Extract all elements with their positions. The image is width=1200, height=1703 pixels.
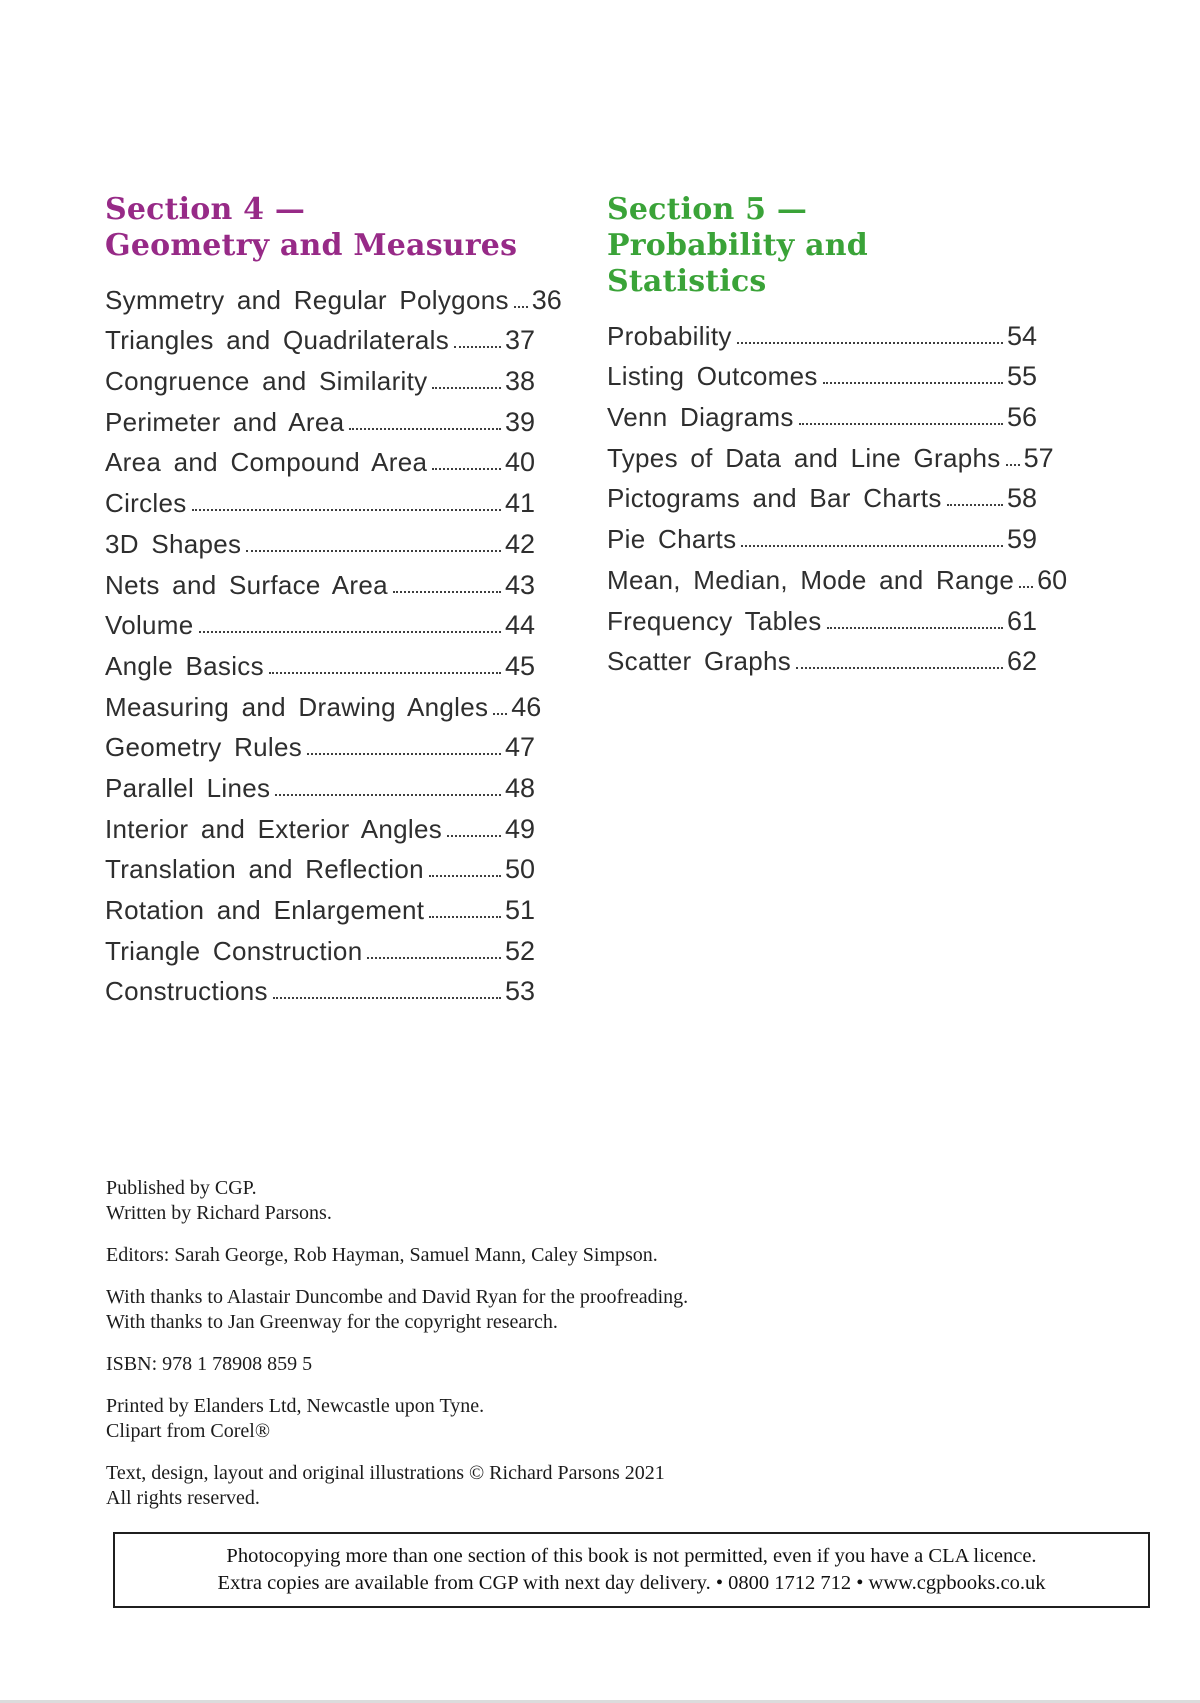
- colophon-line: Clipart from Corel®: [106, 1420, 271, 1442]
- toc-entry: [105, 397, 535, 438]
- toc-entry-page-number: 53: [504, 976, 535, 1007]
- toc-entry: [105, 641, 535, 682]
- section-5-heading-line2: Probability and Statistics: [607, 228, 868, 299]
- colophon-paragraph: [106, 1176, 866, 1226]
- section-4-heading: [105, 192, 535, 264]
- toc-column-section-4: [105, 192, 562, 1007]
- toc-entry-title: Nets and Surface Area: [105, 569, 388, 600]
- table-of-contents: [105, 192, 1068, 1007]
- toc-entry-title: Volume: [105, 610, 194, 641]
- toc-entry-title: Scatter Graphs: [607, 646, 792, 677]
- photocopy-notice-box: [113, 1532, 1150, 1608]
- toc-entry: [607, 352, 1037, 393]
- dot-leader: [947, 504, 1003, 506]
- toc-entry-page-number: 51: [504, 895, 535, 925]
- toc-entry-title: Venn Diagrams: [607, 402, 794, 433]
- colophon-paragraph: [106, 1461, 866, 1511]
- dot-leader: [429, 875, 501, 877]
- dot-leader: [429, 916, 501, 918]
- toc-entry-title: Mean, Median, Mode and Range: [607, 564, 1015, 595]
- toc-entry-page-number: 55: [1006, 361, 1037, 392]
- toc-entry: [105, 763, 535, 804]
- section-5-heading-line1: Section 5 —: [607, 192, 808, 227]
- dot-leader: [269, 672, 501, 674]
- toc-entry-title: Circles: [105, 488, 187, 519]
- colophon-paragraph: [106, 1352, 866, 1377]
- toc-entry-title: Congruence and Similarity: [105, 366, 428, 397]
- dot-leader: [275, 794, 501, 796]
- toc-entry: [607, 514, 1037, 555]
- dot-leader: [514, 306, 528, 308]
- dot-leader: [273, 997, 501, 999]
- toc-entry-page-number: 37: [504, 325, 535, 356]
- photocopy-notice-line: Photocopying more than one section of this book is not permitted, even if you have a CLA licence.: [226, 1545, 1037, 1567]
- dot-leader: [307, 753, 501, 755]
- colophon-line: ISBN: 978 1 78908 859 5: [106, 1353, 313, 1375]
- toc-entry-title: Measuring and Drawing Angles: [105, 691, 489, 722]
- colophon-line: Written by Richard Parsons.: [106, 1202, 332, 1224]
- colophon-paragraph: [106, 1394, 866, 1444]
- dot-leader: [1006, 464, 1020, 466]
- toc-entry: [105, 601, 535, 642]
- toc-entry: [607, 392, 1037, 433]
- toc-entry-title: Angle Basics: [105, 650, 264, 681]
- toc-entry-title: Listing Outcomes: [607, 361, 818, 392]
- toc-entry: [105, 804, 535, 845]
- toc-entry-title: Translation and Reflection: [105, 854, 424, 885]
- dot-leader: [799, 423, 1003, 425]
- dot-leader: [741, 545, 1003, 547]
- toc-entry-page-number: 50: [504, 854, 535, 885]
- toc-entry: [105, 885, 535, 926]
- toc-entry: [607, 596, 1037, 637]
- toc-entry-page-number: 45: [504, 650, 535, 681]
- colophon-line: Published by CGP.: [106, 1177, 257, 1199]
- dot-leader: [823, 382, 1003, 384]
- toc-entry-page-number: 36: [531, 284, 562, 315]
- toc-entry-page-number: 54: [1006, 320, 1037, 351]
- toc-entry-title: Area and Compound Area: [105, 447, 428, 478]
- toc-entry-page-number: 48: [504, 772, 535, 803]
- toc-entry-page-number: 56: [1006, 402, 1037, 433]
- toc-entry-page-number: 49: [504, 813, 535, 844]
- toc-entry: [105, 967, 535, 1008]
- toc-entry-page-number: 58: [1006, 483, 1037, 514]
- toc-entry-title: Interior and Exterior Angles: [105, 813, 443, 844]
- toc-entry-page-number: 44: [504, 610, 535, 641]
- toc-entry-page-number: 43: [504, 569, 535, 600]
- toc-entry-title: 3D Shapes: [105, 528, 242, 559]
- toc-entry-title: Constructions: [105, 976, 268, 1007]
- toc-entry-title: Symmetry and Regular Polygons: [105, 284, 509, 315]
- colophon-line: With thanks to Alastair Duncombe and David Ryan for the proofreading.: [106, 1286, 689, 1308]
- toc-entry-page-number: 61: [1006, 605, 1037, 636]
- toc-entry: [105, 723, 535, 764]
- toc-entry: [105, 478, 535, 519]
- dot-leader: [432, 387, 501, 389]
- toc-entry: [105, 356, 535, 397]
- dot-leader: [454, 346, 501, 348]
- toc-entry-title: Pie Charts: [607, 524, 737, 555]
- dot-leader: [796, 667, 1003, 669]
- section-5-heading: [607, 192, 1037, 300]
- toc-entries-section-4: [105, 275, 562, 1007]
- toc-entry-page-number: 57: [1023, 442, 1054, 473]
- colophon-line: Printed by Elanders Ltd, Newcastle upon Tyne.: [106, 1395, 485, 1417]
- toc-entry: [607, 311, 1037, 352]
- dot-leader: [1019, 586, 1033, 588]
- colophon-line: With thanks to Jan Greenway for the copyright research.: [106, 1311, 558, 1333]
- toc-entry-page-number: 52: [504, 935, 535, 966]
- dot-leader: [393, 591, 501, 593]
- toc-entry-title: Geometry Rules: [105, 732, 303, 763]
- toc-entry-title: Frequency Tables: [607, 605, 822, 636]
- toc-entry: [105, 926, 535, 967]
- dot-leader: [447, 835, 501, 837]
- extra-copies-contact-line: Extra copies are available from CGP with next day delivery. • 0800 1712 712 • www.cgpbooks.co.uk: [217, 1571, 1046, 1594]
- toc-entry-page-number: 59: [1006, 524, 1037, 555]
- toc-entry: [105, 275, 562, 316]
- dot-leader: [493, 713, 507, 715]
- toc-entry: [105, 438, 535, 479]
- toc-entry: [105, 560, 535, 601]
- dot-leader: [827, 627, 1003, 629]
- toc-entry: [105, 845, 535, 886]
- dot-leader: [432, 468, 501, 470]
- toc-entry: [607, 637, 1037, 678]
- toc-entry-title: Pictograms and Bar Charts: [607, 483, 942, 514]
- toc-entry-title: Rotation and Enlargement: [105, 895, 425, 925]
- colophon-line: Text, design, layout and original illustrations © Richard Parsons 2021: [106, 1462, 665, 1484]
- toc-entry: [607, 474, 1037, 515]
- toc-entry-page-number: 42: [504, 528, 535, 559]
- colophon-line: All rights reserved.: [106, 1487, 260, 1509]
- toc-entry-title: Perimeter and Area: [105, 406, 345, 437]
- toc-entry-title: Types of Data and Line Graphs: [607, 442, 1001, 473]
- toc-column-section-5: [607, 192, 1068, 1007]
- dot-leader: [367, 957, 501, 959]
- toc-entry: [607, 555, 1068, 596]
- dot-leader: [246, 550, 501, 552]
- dot-leader: [737, 342, 1003, 344]
- toc-entry-title: Probability: [607, 320, 732, 351]
- toc-entry-page-number: 62: [1006, 646, 1037, 677]
- toc-entry-page-number: 38: [504, 366, 535, 397]
- colophon-line: Editors: Sarah George, Rob Hayman, Samuel Mann, Caley Simpson.: [106, 1244, 658, 1266]
- colophon-paragraph: [106, 1243, 866, 1268]
- colophon-paragraph: [106, 1285, 866, 1335]
- toc-entry-page-number: 46: [511, 691, 542, 722]
- toc-entry-page-number: 60: [1037, 564, 1068, 595]
- toc-entry-page-number: 40: [504, 447, 535, 478]
- toc-entry-title: Parallel Lines: [105, 772, 271, 803]
- toc-entries-section-5: [607, 311, 1068, 677]
- toc-entry-page-number: 47: [504, 732, 535, 763]
- colophon: [106, 1176, 866, 1528]
- toc-entry-page-number: 39: [504, 406, 535, 437]
- dot-leader: [192, 509, 501, 511]
- toc-entry: [607, 433, 1054, 474]
- toc-entry-title: Triangle Construction: [105, 935, 363, 966]
- toc-entry: [105, 316, 535, 357]
- section-4-heading-line2: Geometry and Measures: [105, 228, 518, 263]
- toc-entry: [105, 682, 542, 723]
- toc-entry-page-number: 41: [504, 488, 535, 519]
- toc-entry-title: Triangles and Quadrilaterals: [105, 325, 450, 356]
- toc-entry: [105, 519, 535, 560]
- dot-leader: [349, 428, 501, 430]
- section-4-heading-line1: Section 4 —: [105, 192, 306, 227]
- dot-leader: [199, 631, 501, 633]
